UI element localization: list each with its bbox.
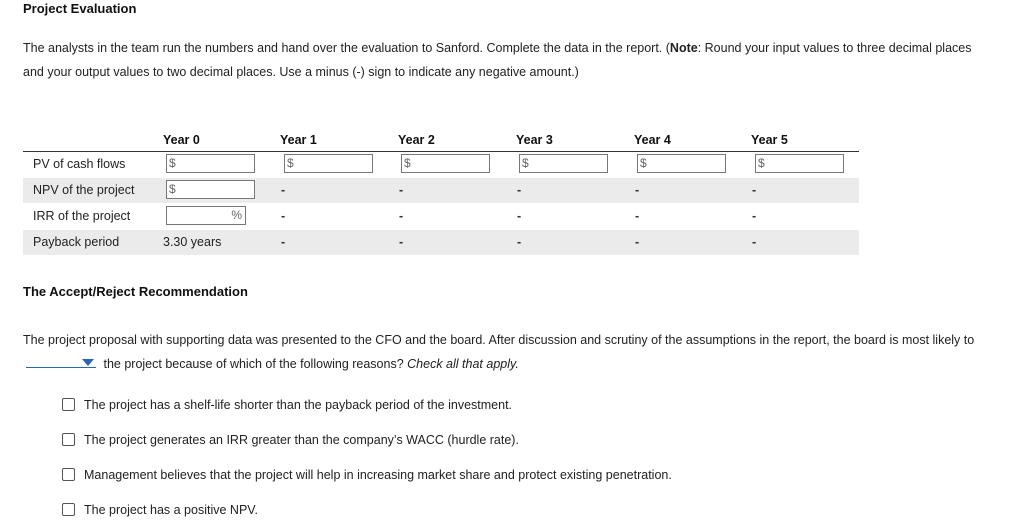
irr-year-4-dash: - — [635, 209, 640, 223]
table-row-npv — [23, 178, 859, 203]
dollar-prefix: $ — [169, 156, 176, 170]
dollar-prefix: $ — [758, 156, 765, 170]
table-header — [23, 127, 859, 152]
payback-year-3-dash: - — [517, 235, 522, 249]
pv-year-2-input[interactable] — [401, 154, 490, 173]
npv-year-4-dash: - — [635, 183, 640, 197]
row-label-npv: NPV of the project — [33, 183, 135, 197]
row-label-payback: Payback period — [33, 235, 120, 249]
recommendation-heading: The Accept/Reject Recommendation — [23, 284, 248, 299]
reason-label: The project has a shelf-life shorter than the payback period of the investment. — [84, 398, 513, 412]
reason-label: The project generates an IRR greater than the company’s WACC (hurdle rate). — [84, 433, 519, 447]
npv-year-2-dash: - — [399, 183, 404, 197]
table-row-payback — [23, 230, 859, 255]
pv-year-1-input[interactable] — [284, 154, 373, 173]
note-label: Note — [669, 41, 698, 55]
pv-year-4-input[interactable] — [637, 154, 726, 173]
pv-year-0-input[interactable] — [166, 154, 255, 173]
header-year-4: Year 4 — [634, 133, 671, 147]
npv-year-1-dash: - — [281, 183, 286, 197]
instructions — [23, 36, 983, 84]
question-text-1: The project proposal with supporting data was presented to the CFO and the board. After discussion and scrutiny of the assumptions in the report, the board is most likely to — [23, 333, 975, 347]
dollar-prefix: $ — [287, 156, 294, 170]
intro-text: The analysts in the team run the numbers and hand over the evaluation to Sanford. Complete the data in the report. ( — [23, 41, 670, 55]
npv-year-3-dash: - — [517, 183, 522, 197]
dollar-prefix: $ — [404, 156, 411, 170]
table-row-irr — [23, 204, 859, 229]
payback-year-5-dash: - — [752, 235, 757, 249]
check-all-instruction: Check all that apply. — [407, 357, 519, 371]
dollar-prefix: $ — [169, 182, 176, 196]
checkbox[interactable] — [62, 398, 75, 411]
pv-year-3-input[interactable] — [519, 154, 608, 173]
reason-label: Management believes that the project will help in increasing market share and protect existing penetration. — [84, 468, 672, 482]
npv-year-0-input[interactable] — [166, 180, 255, 199]
payback-year-1-dash: - — [281, 235, 286, 249]
irr-year-2-dash: - — [399, 209, 404, 223]
dropdown-caret-icon — [82, 359, 94, 366]
npv-year-5-dash: - — [752, 183, 757, 197]
payback-year-2-dash: - — [399, 235, 404, 249]
percent-suffix: % — [231, 208, 242, 222]
payback-year-4-dash: - — [635, 235, 640, 249]
checkbox[interactable] — [62, 468, 75, 481]
page-title: Project Evaluation — [23, 1, 137, 16]
dollar-prefix: $ — [522, 156, 529, 170]
recommendation-question — [23, 328, 983, 376]
row-label-pv: PV of cash flows — [33, 157, 126, 171]
payback-year-0-value: 3.30 years — [163, 235, 222, 249]
header-year-3: Year 3 — [516, 133, 553, 147]
header-year-5: Year 5 — [751, 133, 788, 147]
irr-year-5-dash: - — [752, 209, 757, 223]
pv-year-5-input[interactable] — [755, 154, 844, 173]
irr-year-3-dash: - — [517, 209, 522, 223]
checkbox[interactable] — [62, 433, 75, 446]
row-label-irr: IRR of the project — [33, 209, 131, 223]
reason-label: The project has a positive NPV. — [84, 503, 258, 517]
header-year-0: Year 0 — [163, 133, 200, 147]
irr-year-1-dash: - — [281, 209, 286, 223]
dollar-prefix: $ — [640, 156, 647, 170]
accept-reject-dropdown[interactable] — [26, 353, 96, 368]
header-year-2: Year 2 — [398, 133, 435, 147]
header-year-1: Year 1 — [280, 133, 317, 147]
checkbox[interactable] — [62, 503, 75, 516]
table-row-pv — [23, 152, 859, 177]
irr-year-0-input[interactable] — [166, 206, 246, 225]
question-text-2: the project because of which of the following reasons? — [103, 357, 404, 371]
intro-note-text: : Round your input values to three decimal places and your output values to two decimal places. Use a minus (-) sign to indicate any negative amount.) — [23, 41, 972, 79]
